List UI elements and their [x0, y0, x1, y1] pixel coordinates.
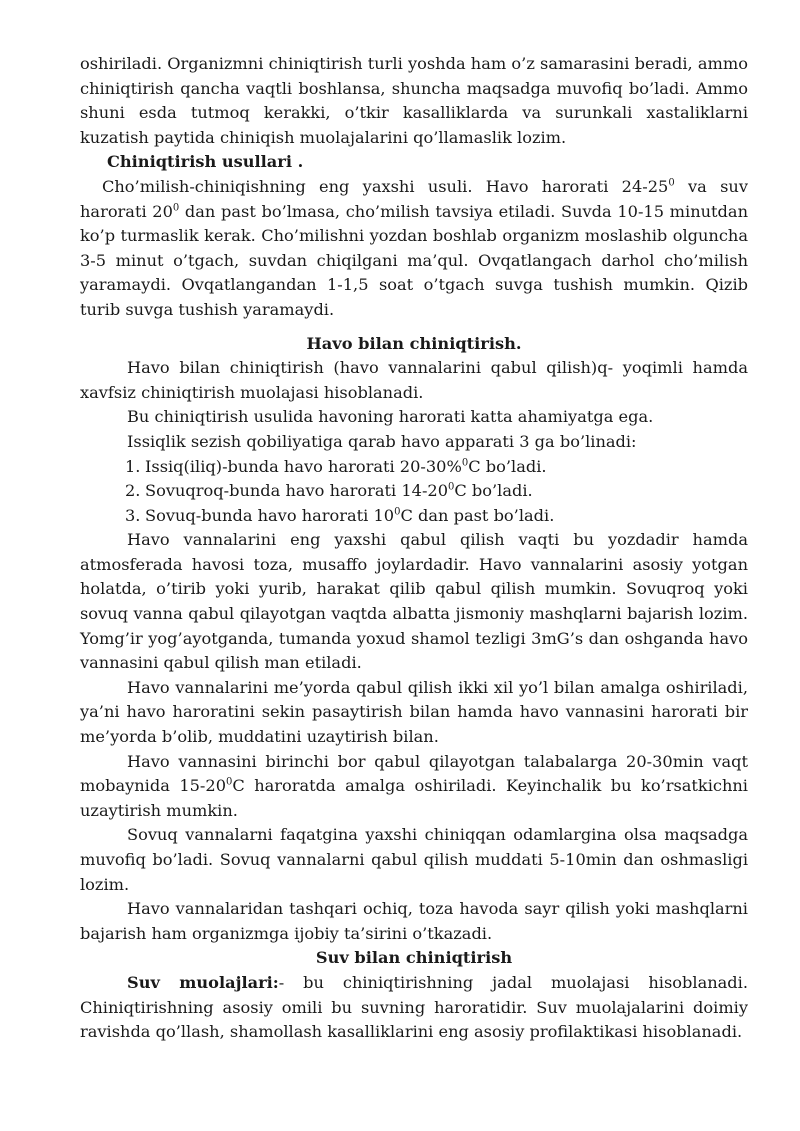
degree-superscript: 0: [668, 177, 675, 189]
document-page: [80, 52, 748, 1045]
paragraph-birinchi-bor: Havo vannasini birinchi bor qabul qilayotgan talabalarga 20-30min vaqt mobaynida $15-20^0C$ haroratda amalga oshiriladi. Keyinchalik bu ko’rsatkichni uzaytirish mumkin.: [80, 751, 748, 820]
list-item: 2. Sovuqroq-bunda havo harorati $14-20^0C$ bo’ladi.: [125, 481, 533, 501]
paragraph-issiqlik-sezish: Issiqlik sezish qobiliyatiga qarab havo apparati 3 ga bo’linadi:: [127, 431, 637, 451]
paragraph-intro: oshiriladi. Organizmni chiniqtirish turli yoshda ham o’z samarasini beradi, ammo chiniqtirish qancha vaqtli boshlansa, shuncha maqsadga muvofiq bo’ladi. Ammo shuni esda tutmoq kerakki, o’tkir kasalliklarda va surunkali xastaliklarni kuzatish paytida chiniqish muolajalarini qo’llamaslik lozim.: [80, 54, 748, 147]
paragraph-meyorda-qabul: Havo vannalarini me’yorda qabul qilish ikki xil yo’l bilan amalga oshiriladi, ya’ni havo haroratini sekin pasaytirish bilan hamda havo vannasini harorati bir me’yorda b’olib, muddatini uzaytirish bilan.: [80, 677, 748, 747]
degree-superscript: 0: [172, 202, 180, 214]
paragraph-sayr-qilish: Havo vannalaridan tashqari ochiq, toza havoda sayr qilish yoki mashqlarni bajarish ham organizmga ijobiy ta’sirini o’tkazadi.: [80, 899, 748, 943]
list-item: 3. Sovuq-bunda havo harorati $10^0C$ dan past bo’ladi.: [125, 505, 555, 525]
paragraph-suv-muolajlari: Suv muolajlari:- bu chiniqtirishning jadal muolajasi hisoblanadi. Chiniqtirishning asosiy omili bu suvning haroratidir. Suv muolajalarini doimiy ravishda qo’llash, shamollash kasalliklarini eng asosiy profilaktikasi hisoblanadi.: [80, 972, 748, 1042]
list-item: 1. Issiq(iliq)-bunda havo harorati 20-30%$^0$C bo’ladi.: [125, 456, 547, 476]
heading-chiniqtirish-usullari: Chiniqtirish usullari .: [107, 152, 304, 172]
paragraph-havo-harorati: Bu chiniqtirish usulida havoning harorati katta ahamiyatga ega.: [127, 407, 654, 427]
term-suv-muolajlari: Suv muolajlari:: [127, 972, 279, 992]
heading-suv-bilan-chiniqtirish: Suv bilan chiniqtirish: [315, 948, 513, 968]
paragraph-sovuq-vannalar: Sovuq vannalarni faqatgina yaxshi chiniqqan odamlargina olsa maqsadga muvofiq bo’ladi. Sovuq vannalarni qabul qilish muddati 5-10min dan oshmasligi lozim.: [80, 825, 748, 894]
heading-havo-bilan-chiniqtirish: Havo bilan chiniqtirish.: [306, 333, 522, 353]
paragraph-chomilish: Cho’milish-chiniqishning eng yaxshi usuli. Havo harorati $24-25^0$ va suv harorati $20^0$ dan past bo’lmasa, cho’milish tavsiya etiladi. Suvda 10-15 minutdan ko’p turmaslik kerak. Cho’milishni yozdan boshlab organizm moslashib olguncha 3-5 minut o’tgach, suvdan chiqilgani ma’qul. Ovqatlangach darhol cho’milish yaramaydi. Ovqatlangandan 1-1,5 soat o’tgach suvga tushish mumkin. Qizib turib suvga tushish yaramaydi.: [80, 176, 748, 319]
paragraph-havo-vannalari-vaqti: Havo vannalarini eng yaxshi qabul qilish vaqti bu yozdadir hamda atmosferada havosi toza, musaffo joylardadir. Havo vannalarini asosiy yotgan holatda, o’tirib yoki yurib, harakat qilib qabul qilish mumkin. Sovuqroq yoki sovuq vanna qabul qilayotgan vaqtda albatta jismoniy mashqlarni bajarish lozim. Yomg’ir yog’ayotganda, tumanda yoxud shamol tezligi 3mG’s dan oshganda havo vannasini qabul qilish man etiladi.: [80, 530, 748, 673]
paragraph-havo-intro: Havo bilan chiniqtirish (havo vannalarini qabul qilish)q- yoqimli hamda xavfsiz chiniqtirish muolajasi hisoblanadi.: [80, 358, 748, 402]
